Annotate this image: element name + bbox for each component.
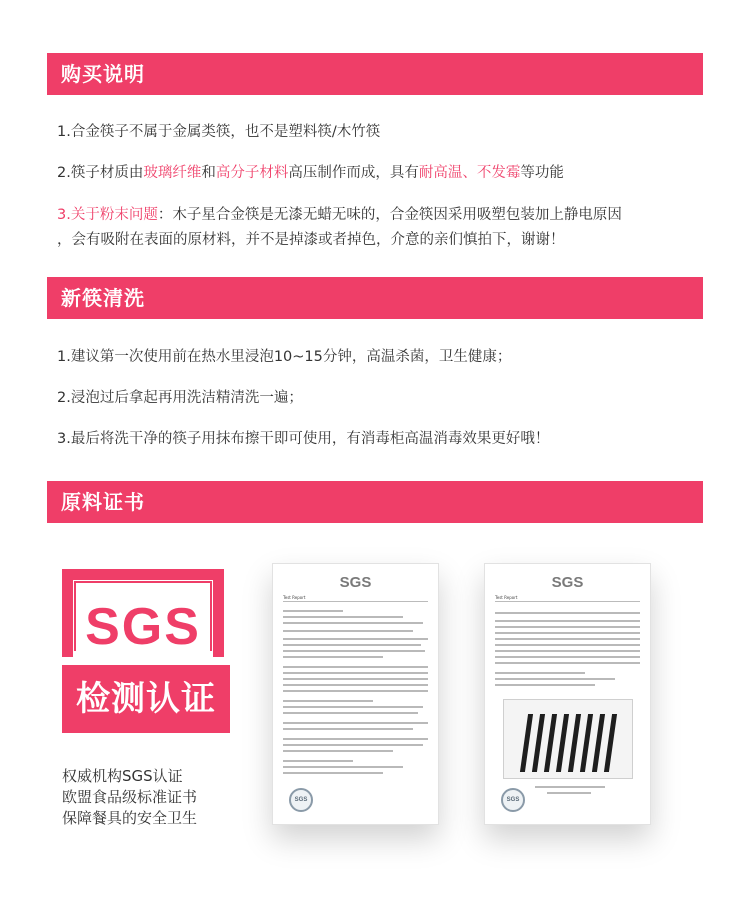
text-line	[283, 650, 425, 652]
purchase-note-2	[57, 161, 707, 185]
text-line	[495, 638, 640, 640]
section-title-certificate: 原料证书	[61, 490, 145, 514]
text-line	[495, 678, 615, 680]
text-line	[283, 766, 403, 768]
text-line	[495, 662, 640, 664]
cleaning-step-2: 2.浸泡过后拿起再用洗洁精清洗一遍；	[57, 390, 303, 406]
chopstick	[532, 714, 545, 772]
text-line	[495, 672, 585, 674]
cert-desc-line-3: 保障餐具的安全卫生	[62, 809, 198, 827]
text-line	[283, 638, 428, 640]
text-line	[283, 684, 428, 686]
purchase-note-2-text-a: 2.筷子材质由	[57, 165, 144, 181]
text-line	[495, 612, 640, 614]
chopstick	[568, 714, 581, 772]
text-line	[495, 620, 640, 622]
chopstick	[544, 714, 557, 772]
badge-title: 检测认证	[62, 665, 230, 733]
text-line	[547, 792, 591, 794]
cleaning-step-1: 1.建议第一次使用前在热水里浸泡10~15分钟，高温杀菌，卫生健康；	[57, 349, 512, 365]
section-header-purchase	[47, 53, 703, 95]
text-line	[283, 678, 428, 680]
document-logo: SGS	[339, 574, 372, 591]
text-line	[495, 684, 595, 686]
chopstick	[604, 714, 617, 772]
cert-desc-line-1: 权威机构SGS认证	[62, 767, 183, 785]
text-line	[283, 700, 373, 702]
chopsticks-sample-photo	[503, 699, 633, 779]
text-line	[535, 786, 605, 788]
purchase-note-2-text-c: 高压制作而成，具有	[288, 165, 419, 181]
purchase-note-1: 1.合金筷子不属于金属类筷，也不是塑料筷/木竹筷	[57, 124, 381, 140]
highlight-glass-fiber: 玻璃纤维	[143, 165, 202, 181]
text-line	[495, 632, 640, 634]
purchase-note-3-cont: ，会有吸附在表面的原材料，并不是掉漆或者掉色，介意的亲们慎拍下，谢谢！	[57, 232, 565, 248]
text-line	[283, 712, 418, 714]
sgs-logo: SGS	[85, 598, 201, 656]
text-line	[283, 728, 413, 730]
cert-desc-line-2: 欧盟食品级标准证书	[62, 788, 198, 806]
text-line	[283, 644, 421, 646]
section-header-certificate	[47, 481, 703, 523]
purchase-note-2-text-b: 和	[201, 165, 216, 181]
text-line	[283, 744, 423, 746]
purchase-note-3-text-a: ：木子星合金筷是无漆无蜡无味的，合金筷因采用吸塑包装加上静电原因	[157, 207, 622, 223]
text-line	[283, 672, 428, 674]
cleaning-step-3: 3.最后将洗干净的筷子用抹布擦干即可使用，有消毒柜高温消毒效果更好哦！	[57, 431, 550, 447]
text-line	[283, 738, 428, 740]
section-title-cleaning: 新筷清洗	[61, 286, 145, 310]
text-line	[283, 750, 393, 752]
purchase-note-3	[57, 203, 707, 227]
chopstick	[556, 714, 569, 772]
text-line	[283, 666, 428, 668]
sgs-badge	[62, 569, 224, 737]
certificate-document-1	[272, 563, 439, 825]
text-line	[283, 616, 403, 618]
text-line	[283, 772, 383, 774]
certificate-document-2	[484, 563, 651, 825]
section-title-purchase: 购买说明	[61, 62, 145, 86]
sgs-seal: SGS	[289, 788, 313, 812]
purchase-note-2-text-d: 等功能	[520, 165, 564, 181]
document-header: Test Report	[495, 594, 640, 602]
highlight-heat-mold: 耐高温、不发霉	[418, 165, 521, 181]
text-line	[495, 650, 640, 652]
text-line	[495, 644, 640, 646]
text-line	[283, 656, 383, 658]
text-line	[283, 630, 413, 632]
text-line	[495, 656, 640, 658]
document-logo: SGS	[551, 574, 584, 591]
document-header: Test Report	[283, 594, 428, 602]
text-line	[495, 626, 640, 628]
text-line	[283, 610, 343, 612]
chopstick	[580, 714, 593, 772]
chopstick	[520, 714, 533, 772]
text-line	[283, 722, 428, 724]
section-header-cleaning	[47, 277, 703, 319]
text-line	[283, 706, 423, 708]
text-line	[283, 622, 423, 624]
highlight-polymer: 高分子材料	[215, 165, 289, 181]
text-line	[283, 760, 353, 762]
sgs-seal: SGS	[501, 788, 525, 812]
highlight-powder-issue: 3.关于粉末问题	[57, 207, 158, 223]
text-line	[283, 690, 428, 692]
chopstick	[592, 714, 605, 772]
